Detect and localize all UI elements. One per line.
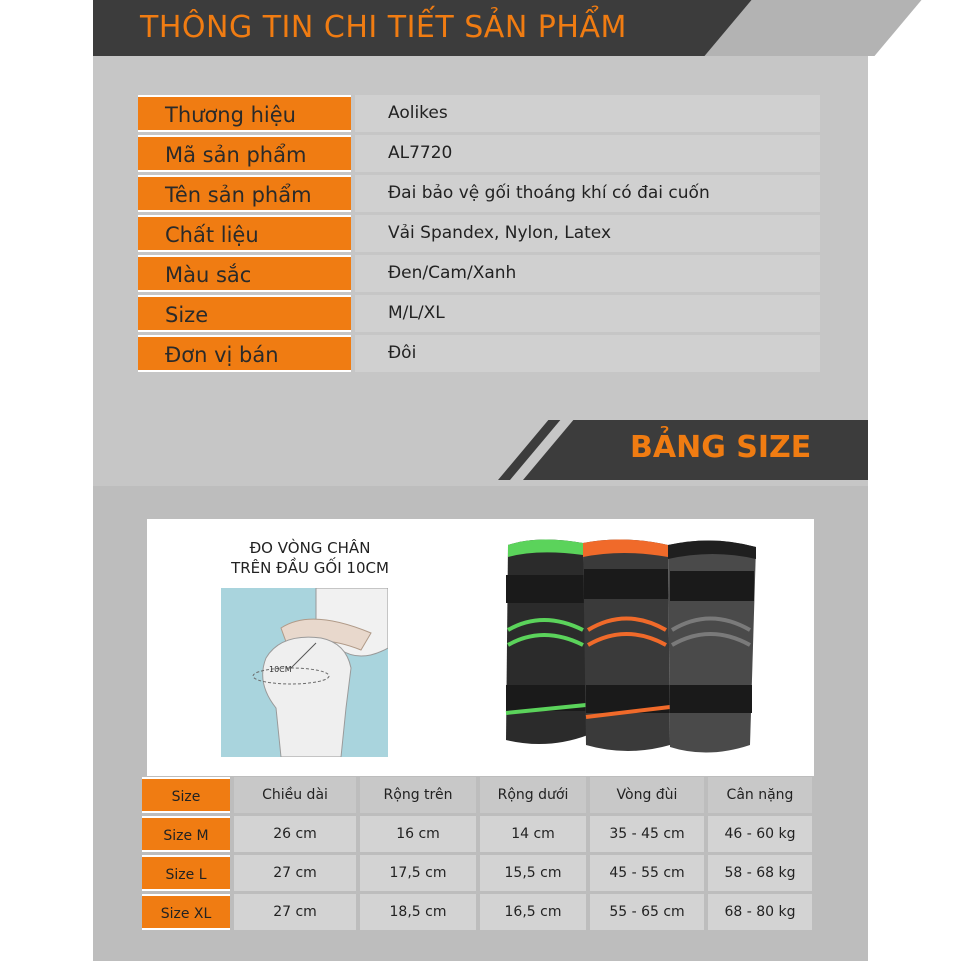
size-cell: 16,5 cm: [480, 894, 586, 930]
size-section-title: BẢNG SIZE: [630, 430, 812, 465]
size-table-row: [142, 855, 818, 891]
spec-value: AL7720: [355, 135, 820, 172]
spec-key: Chất liệu: [138, 215, 351, 252]
spec-row: [138, 335, 820, 372]
size-cell: 45 - 55 cm: [590, 855, 704, 891]
size-cell: 68 - 80 kg: [708, 894, 812, 930]
spec-row: [138, 135, 820, 172]
size-header-cell: Cân nặng: [708, 777, 812, 813]
spec-key: Mã sản phẩm: [138, 135, 351, 172]
spec-value: M/L/XL: [355, 295, 820, 332]
size-cell: 26 cm: [234, 816, 356, 852]
spec-value: Aolikes: [355, 95, 820, 132]
size-cell: 58 - 68 kg: [708, 855, 812, 891]
spec-table: [138, 95, 820, 375]
size-table: [142, 777, 818, 933]
size-cell: 16 cm: [360, 816, 476, 852]
size-cell: Size M: [142, 816, 230, 852]
spec-key: Size: [138, 295, 351, 332]
measure-caption: [210, 538, 410, 578]
size-table-row: [142, 894, 818, 930]
size-table-row: [142, 816, 818, 852]
size-cell: 17,5 cm: [360, 855, 476, 891]
knee-braces-photo: [488, 535, 778, 767]
measure-caption-line1: ĐO VÒNG CHÂN: [249, 539, 371, 557]
brace-black: [668, 540, 756, 752]
spec-row: [138, 255, 820, 292]
spec-key: Màu sắc: [138, 255, 351, 292]
spec-value: Vải Spandex, Nylon, Latex: [355, 215, 820, 252]
size-header-cell: Rộng dưới: [480, 777, 586, 813]
spec-value: Đen/Cam/Xanh: [355, 255, 820, 292]
size-table-header: [142, 777, 818, 813]
size-cell: Size XL: [142, 894, 230, 930]
spec-row: [138, 215, 820, 252]
spec-key: Thương hiệu: [138, 95, 351, 132]
size-header-cell: Vòng đùi: [590, 777, 704, 813]
spec-value: Đôi: [355, 335, 820, 372]
size-cell: 35 - 45 cm: [590, 816, 704, 852]
measure-marker: 10CM: [269, 665, 292, 674]
size-cell: 55 - 65 cm: [590, 894, 704, 930]
spec-key: Đơn vị bán: [138, 335, 351, 372]
page-title: THÔNG TIN CHI TIẾT SẢN PHẨM: [140, 10, 627, 45]
size-cell: 46 - 60 kg: [708, 816, 812, 852]
size-header-cell: Size: [142, 777, 230, 813]
spec-value: Đai bảo vệ gối thoáng khí có đai cuốn: [355, 175, 820, 212]
size-cell: Size L: [142, 855, 230, 891]
size-header-cell: Chiều dài: [234, 777, 356, 813]
brace-green: [506, 539, 588, 744]
spec-row: [138, 95, 820, 132]
size-cell: 27 cm: [234, 855, 356, 891]
measure-caption-line2: TRÊN ĐẦU GỐI 10CM: [231, 559, 389, 577]
size-cell: 27 cm: [234, 894, 356, 930]
spec-row: [138, 175, 820, 212]
size-cell: 15,5 cm: [480, 855, 586, 891]
size-header-cell: Rộng trên: [360, 777, 476, 813]
size-cell: 18,5 cm: [360, 894, 476, 930]
spec-key: Tên sản phẩm: [138, 175, 351, 212]
leg-measure-illustration: [221, 588, 388, 757]
brace-orange: [583, 539, 670, 751]
size-cell: 14 cm: [480, 816, 586, 852]
spec-row: [138, 295, 820, 332]
